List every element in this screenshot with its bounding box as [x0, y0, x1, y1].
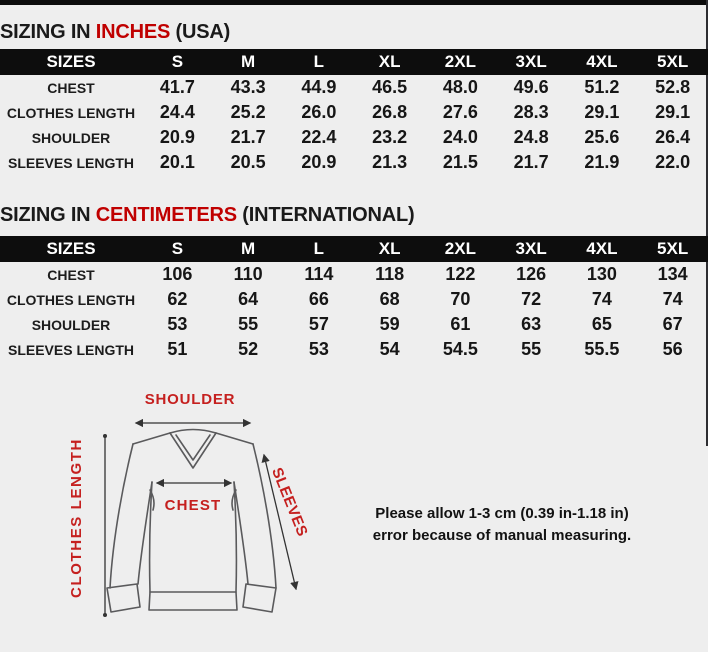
- column-header-4xl: 4XL: [567, 49, 638, 75]
- column-header-sizes: SIZES: [0, 49, 142, 75]
- cell-value: 20.9: [159, 127, 195, 147]
- table-row: [0, 262, 708, 287]
- cell-value: 26.4: [655, 127, 691, 147]
- measurement-note: [352, 503, 652, 547]
- cell-value: 64: [238, 289, 259, 309]
- cell-value: 53: [167, 314, 188, 334]
- cell-value: 61: [450, 314, 471, 334]
- row-label: CLOTHES LENGTH: [6, 104, 136, 121]
- cell-value: 70: [450, 289, 471, 309]
- column-header-l: L: [284, 236, 355, 262]
- row-label: SLEEVES LENGTH: [7, 341, 135, 358]
- cell-value: 55.5: [584, 339, 620, 359]
- cell-value: 62: [167, 289, 188, 309]
- cell-value: 26.8: [372, 102, 408, 122]
- cell-value: 44.9: [301, 77, 337, 97]
- table-row: [0, 150, 708, 175]
- column-header-5xl: 5XL: [637, 49, 708, 75]
- top-border: [0, 0, 708, 5]
- cell-value: 20.5: [230, 152, 266, 172]
- cell-value: 110: [233, 264, 263, 284]
- column-header-xl: XL: [354, 49, 425, 75]
- cell-value: 74: [662, 289, 683, 309]
- row-label: SHOULDER: [31, 129, 111, 146]
- cell-value: 134: [657, 264, 688, 284]
- cell-value: 67: [662, 314, 683, 334]
- cell-value: 59: [379, 314, 400, 334]
- column-header-2xl: 2XL: [425, 49, 496, 75]
- inches-size-table: [0, 49, 708, 175]
- cell-value: 122: [445, 264, 476, 284]
- sweater-outline-drawing: [107, 430, 276, 613]
- cell-value: 54.5: [442, 339, 478, 359]
- cell-value: 22.0: [655, 152, 691, 172]
- cell-value: 25.6: [584, 127, 620, 147]
- cell-value: 21.5: [442, 152, 478, 172]
- cell-value: 49.6: [513, 77, 549, 97]
- cell-value: 52.8: [655, 77, 691, 97]
- cell-value: 23.2: [372, 127, 408, 147]
- table-row: [0, 287, 708, 312]
- shoulder-label: SHOULDER: [144, 391, 236, 408]
- cell-value: 57: [308, 314, 329, 334]
- measurement-note-line1: Please allow 1-3 cm (0.39 in-1.18 in): [375, 505, 629, 522]
- cell-value: 118: [375, 264, 405, 284]
- cell-value: 29.1: [584, 102, 620, 122]
- cell-value: 22.4: [301, 127, 337, 147]
- cell-value: 21.7: [230, 127, 266, 147]
- cell-value: 27.6: [442, 102, 478, 122]
- cell-value: 41.7: [159, 77, 195, 97]
- cell-value: 74: [591, 289, 612, 309]
- table-row: [0, 125, 708, 150]
- table-row: [0, 100, 708, 125]
- cell-value: 56: [662, 339, 683, 359]
- cell-value: 126: [516, 264, 547, 284]
- cell-value: 54: [379, 339, 400, 359]
- cell-value: 25.2: [230, 102, 266, 122]
- column-header-3xl: 3XL: [496, 49, 567, 75]
- cell-value: 51: [167, 339, 188, 359]
- column-header-m: M: [213, 49, 284, 75]
- cell-value: 21.3: [372, 152, 408, 172]
- section-title-centimeters: [0, 204, 708, 227]
- column-header-xl: XL: [354, 236, 425, 262]
- column-header-s: S: [142, 236, 213, 262]
- title-prefix: SIZING IN: [0, 204, 96, 226]
- row-label: CHEST: [47, 79, 95, 96]
- clothes-length-dimension-end-bottom: [103, 613, 107, 617]
- cell-value: 65: [591, 314, 612, 334]
- cell-value: 114: [304, 264, 334, 284]
- column-header-2xl: 2XL: [425, 236, 496, 262]
- chest-label: CHEST: [164, 497, 222, 514]
- row-label: SLEEVES LENGTH: [7, 154, 135, 171]
- cell-value: 53: [308, 339, 329, 359]
- cell-value: 24.8: [513, 127, 549, 147]
- cell-value: 55: [521, 339, 542, 359]
- cell-value: 43.3: [230, 77, 266, 97]
- table-row: [0, 337, 708, 362]
- column-header-4xl: 4XL: [567, 236, 638, 262]
- column-header-m: M: [213, 236, 284, 262]
- clothes-length-label: CLOTHES LENGTH: [68, 438, 85, 598]
- sleeves-dimension-line: [264, 455, 296, 589]
- cell-value: 63: [521, 314, 542, 334]
- cell-value: 51.2: [584, 77, 620, 97]
- cell-value: 46.5: [372, 77, 408, 97]
- sleeves-label: SLEEVES: [268, 465, 312, 540]
- column-header-3xl: 3XL: [496, 236, 567, 262]
- section-title-inches: [0, 21, 708, 44]
- row-label: CHEST: [47, 266, 95, 283]
- cell-value: 52: [238, 339, 259, 359]
- cell-value: 26.0: [301, 102, 337, 122]
- title-prefix: SIZING IN: [0, 21, 96, 43]
- cell-value: 66: [308, 289, 329, 309]
- column-header-5xl: 5XL: [637, 236, 708, 262]
- cell-value: 24.0: [442, 127, 478, 147]
- cell-value: 20.1: [159, 152, 195, 172]
- cell-value: 21.9: [584, 152, 620, 172]
- cell-value: 28.3: [513, 102, 549, 122]
- title-highlight-centimeters: CENTIMETERS: [95, 204, 237, 226]
- row-label: CLOTHES LENGTH: [6, 291, 136, 308]
- cell-value: 48.0: [442, 77, 478, 97]
- cell-value: 72: [521, 289, 542, 309]
- column-header-s: S: [142, 49, 213, 75]
- cell-value: 29.1: [655, 102, 691, 122]
- column-header-l: L: [284, 49, 355, 75]
- title-suffix: (USA): [170, 21, 231, 43]
- measurement-note-line2: error because of manual measuring.: [372, 527, 632, 544]
- centimeters-header-row: [0, 236, 708, 262]
- cell-value: 20.9: [301, 152, 337, 172]
- inches-header-row: [0, 49, 708, 75]
- centimeters-size-table: [0, 236, 708, 362]
- cell-value: 68: [379, 289, 400, 309]
- table-row: [0, 312, 708, 337]
- title-suffix: (INTERNATIONAL): [236, 204, 415, 226]
- cell-value: 55: [238, 314, 259, 334]
- row-label: SHOULDER: [31, 316, 111, 333]
- table-row: [0, 75, 708, 100]
- column-header-sizes: SIZES: [0, 236, 142, 262]
- cell-value: 130: [586, 264, 617, 284]
- cell-value: 106: [162, 264, 193, 284]
- cell-value: 24.4: [159, 102, 195, 122]
- title-highlight-inches: INCHES: [95, 21, 171, 43]
- clothes-length-dimension-end-top: [103, 434, 107, 438]
- cell-value: 21.7: [513, 152, 549, 172]
